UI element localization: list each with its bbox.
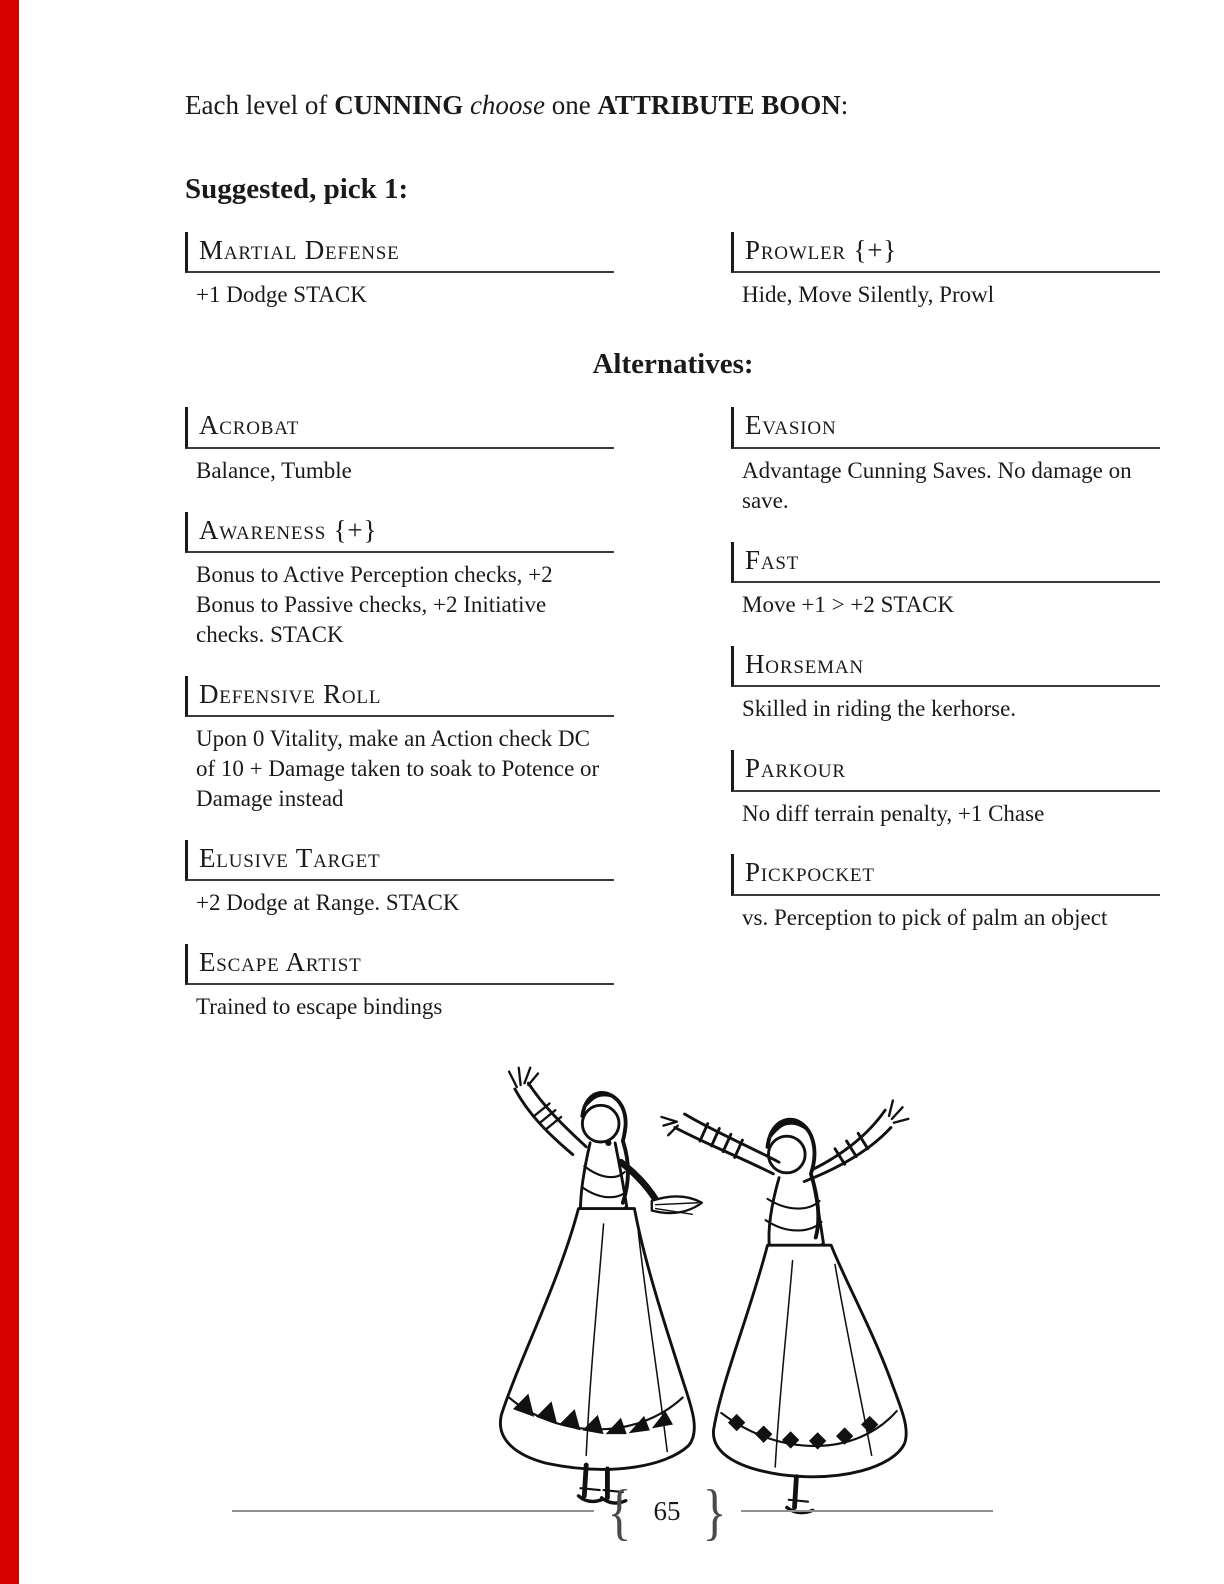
boon-entry-pickpocket xyxy=(731,854,1160,932)
two-dancers-drawing xyxy=(403,1054,943,1527)
boon-description: Bonus to Active Perception checks, +2 Bonus to Passive checks, +2 Initiative checks. STACK xyxy=(196,562,553,647)
intro-text: Each level of xyxy=(185,90,335,120)
boon-entry-elusive-target xyxy=(185,840,614,918)
boon-title: Acrobat xyxy=(185,407,614,448)
boon-entry-escape-artist xyxy=(185,944,614,1022)
boon-description: No diff terrain penalty, +1 Chase xyxy=(742,800,1045,826)
page-number: 65 xyxy=(653,1495,681,1526)
alternatives-right-column xyxy=(731,407,1160,1048)
boon-entry-martial-defense xyxy=(185,232,614,310)
boon-entry-evasion xyxy=(731,407,1160,515)
boon-description: Trained to escape bindings xyxy=(196,994,443,1020)
footer-brace-left: { xyxy=(607,1476,632,1546)
intro-text-2: one xyxy=(544,90,598,120)
boon-description: Hide, Move Silently, Prowl xyxy=(742,282,995,308)
boon-entry-acrobat xyxy=(185,407,614,485)
boon-description: +1 Dodge STACK xyxy=(196,282,367,308)
boon-title: Evasion xyxy=(731,407,1160,448)
intro-space xyxy=(463,90,470,120)
boon-title: Prowler {+} xyxy=(731,232,1160,273)
boon-title: Martial Defense xyxy=(185,232,614,273)
suggested-right-column xyxy=(731,232,1160,336)
boon-entry-parkour xyxy=(731,750,1160,828)
boon-title: Fast xyxy=(731,542,1160,583)
boon-entry-horseman xyxy=(731,646,1160,724)
boon-entry-prowler xyxy=(731,232,1160,310)
boon-title: Parkour xyxy=(731,750,1160,791)
boon-description: Skilled in riding the kerhorse. xyxy=(742,696,1017,722)
boon-title: Horseman xyxy=(731,646,1160,687)
boon-description: Upon 0 Vitality, make an Action check DC of 10 + Damage taken to soak to Potence or Damage instead xyxy=(196,726,600,811)
boon-description: Balance, Tumble xyxy=(196,457,352,483)
intro-cunning: CUNNING xyxy=(334,90,464,120)
page-content xyxy=(185,88,1161,1532)
boon-entry-defensive-roll xyxy=(185,676,614,814)
boon-title: Escape Artist xyxy=(185,944,614,985)
page-edge-accent-bar xyxy=(0,0,19,1584)
footer-rule-right xyxy=(741,1510,993,1512)
boon-title: Awareness {+} xyxy=(185,512,614,553)
suggested-heading: Suggested, pick 1: xyxy=(185,173,409,206)
boon-title: Elusive Target xyxy=(185,840,614,881)
boon-title: Defensive Roll xyxy=(185,676,614,717)
boon-entry-fast xyxy=(731,542,1160,620)
boon-description: +2 Dodge at Range. STACK xyxy=(196,890,460,916)
alternatives-columns xyxy=(185,407,1161,1048)
boon-title: Pickpocket xyxy=(731,854,1160,895)
alternatives-heading: Alternatives: xyxy=(592,348,754,381)
intro-colon: : xyxy=(840,90,849,120)
suggested-columns xyxy=(185,232,1161,336)
boon-entry-awareness xyxy=(185,512,614,650)
suggested-left-column xyxy=(185,232,614,336)
footer-rule-left xyxy=(232,1510,594,1512)
intro-attribute-boon: ATTRIBUTE BOON xyxy=(597,90,841,120)
boon-description: vs. Perception to pick of palm an object xyxy=(742,904,1108,930)
page-footer xyxy=(0,1476,1224,1546)
footer-brace-right: } xyxy=(702,1476,727,1546)
dancers-illustration xyxy=(185,1054,1161,1532)
boon-description: Advantage Cunning Saves. No damage on save. xyxy=(742,457,1132,513)
intro-line xyxy=(185,88,1161,123)
intro-choose: choose xyxy=(469,90,545,120)
alternatives-left-column xyxy=(185,407,614,1048)
boon-description: Move +1 > +2 STACK xyxy=(742,591,955,617)
